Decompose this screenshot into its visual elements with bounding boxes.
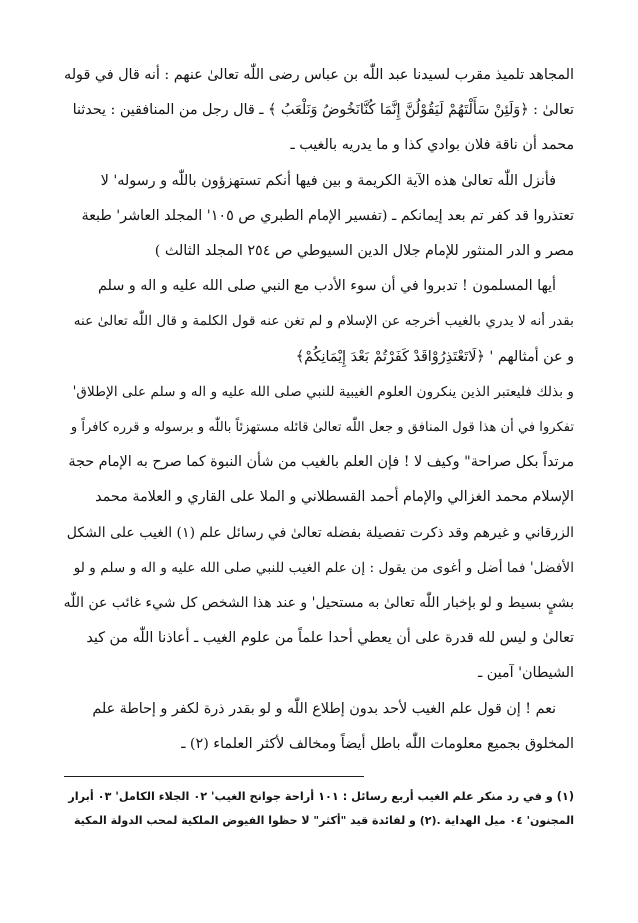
text-line: المخلوق بجميع معلومات اللّٰه باطل أيضاً ومخالف لأكثر العلماء (٢) ـ: [181, 735, 574, 752]
text-line: تعالیٰ و ليس لله قدرة على أن يعطي أحدا علماً من علوم الغيب ـ أعاذنا اللّٰه من كيد: [86, 630, 574, 647]
para-hypocrites-story: [64, 58, 574, 164]
footnotes: [64, 785, 574, 832]
text-line: تفكروا في أن هذا قول المنافق و جعل اللّٰه تعالیٰ قائله مستهزئاً باللّٰه و برسوله و قرره كافراً و: [70, 420, 574, 436]
text-line: الأفضل' فما أضل و أغوى من يقول : إن علم الغيب للنبي صلى الله عليه و اله و سلم و لو: [73, 559, 574, 576]
text-line: الشيطان' آمين ـ: [477, 665, 574, 682]
text-line: فأنزل اللّٰه تعالیٰ هذه الآية الكريمة و بين فيها أنكم تستهزؤون باللّٰه و رسوله' لا: [100, 172, 556, 189]
text-line: مرتداً بكل صراحة" وكيف لا ! فإن العلم بالغيب من شأن النبوة كما صرح به الإمام حجة: [68, 454, 574, 471]
para-conclusion: [64, 692, 574, 762]
para-muslims-address: [64, 269, 574, 375]
text-line: و عن أمثالهم ' ﴿لَاتَعْتَذِرُوْاقَدْ كَفَرْتُمْ بَعْدَ إِيْمَانِكُمْ﴾: [295, 348, 574, 365]
text-line: الزرقاني و غيرهم وقد ذكرت تفصيلة بفضله تعالیٰ في رسائل علم (١) الغيب على الشكل: [66, 524, 574, 541]
text-line: تعالیٰ : ﴿وَلَئِنْ سَأَلْتَهُمْ لَيَقُوْلُنَّ إِنَّمَا كُنَّانَخُوضُ وَنَلْعَبُ ﴾ ـ قال رجل من المنافقين : يحدثنا: [72, 102, 574, 119]
para-verse-revealed: [64, 164, 574, 270]
text-line: أيها المسلمون ! تدبروا في أن سوء الأدب مع النبي صلى الله عليه و اله و سلم: [97, 278, 556, 295]
text-line: الإسلام محمد الغزالي والإمام أحمد القسطلاني و الملا على القاري و العلامة محمد: [95, 489, 574, 506]
text-line: محمد أن ناقة فلان بوادي كذا و ما يدريه بالغيب ـ: [290, 137, 574, 154]
footnote-line: المجنون' ٠٤ ميل الهداية .(٢) و لفائدة قيد "أكثر" لا حظوا الفيوض الملكية لمحب الدولة المكية: [73, 813, 574, 827]
text-line: المجاهد تلميذ مقرب لسيدنا عبد اللّٰه بن عباس رضی اللّٰه تعالیٰ عنهم : أنه قال في قوله: [64, 67, 574, 83]
text-line: مصر و الدر المنثور للإمام جلال الدين السيوطي ص ٢٥٤ المجلد الثالث ): [154, 243, 574, 260]
text-line: بقدر أنه لا يدري بالغيب أخرجه عن الإسلام و لم تغن عنه قول الكلمة و قال اللّٰه تعالیٰ عنه: [73, 313, 574, 330]
para-ghaib-knowledge: [64, 375, 574, 692]
footnote-separator: [64, 776, 364, 777]
text-line: نعم ! إن قول علم الغيب لأحد بدون إطلاع اللّٰه و لو بقدر ذرة لكفر و إحاطة علم: [92, 700, 556, 717]
text-line: تعتذروا قد كفر تم بعد إيمانكم ـ (تفسير الإمام الطبري ص ١٠٥' المجلد العاشر' طبعة: [81, 207, 574, 224]
text-line: و بذلك فليعتبر الذين ينكرون العلوم الغيبية للنبي صلى الله عليه و اله و سلم على الإطلاق': [72, 383, 574, 400]
page-body: [64, 58, 574, 832]
footnote-line: (١) و في رد منكر علم الغيب أربع رسائل : ١٠١ أراحة جوانح الغيب' ٠٢ الجلاء الكامل' ٠٣ أبرار: [68, 790, 574, 804]
text-line: بشيٍ بسيط و لو بإخبار اللّٰه تعالیٰ به مستحيل' و عند هذا الشخص كل شيء غائب عن اللّٰه: [64, 595, 574, 612]
